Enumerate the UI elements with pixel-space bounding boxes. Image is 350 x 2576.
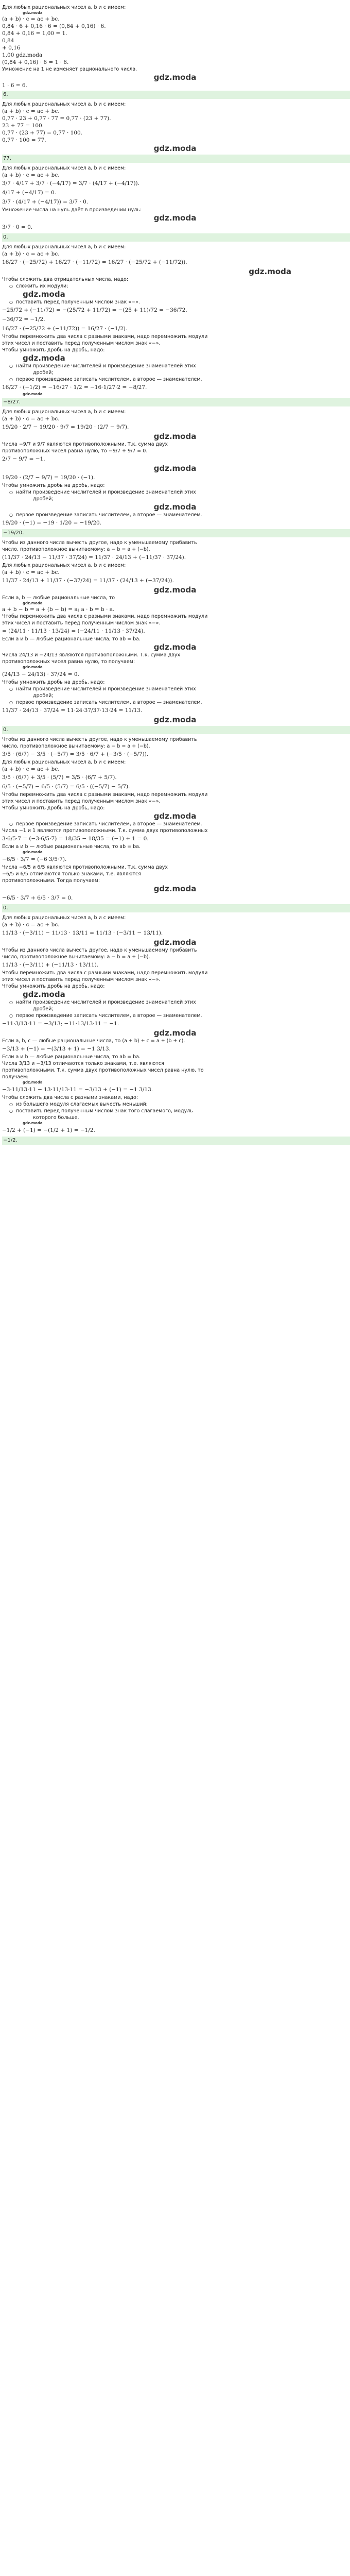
solution-section xyxy=(2,736,348,912)
text-line: Чтобы перемножить два числа с разными знаками, надо перемножить модули xyxy=(2,334,208,340)
solution-section xyxy=(2,4,348,99)
formula-line: 3/7 · (4/17 + (−4/17)) = 3/7 · 0. xyxy=(2,199,89,205)
formula-line: −25/72 + (−11/72) = −(25/72 + 11/72) = −(25 + 11)/72 = −36/72. xyxy=(2,307,187,313)
bullet-continuation: дробей; xyxy=(33,496,54,502)
formula-line: 3·6/5·7 = (−3·6/5·7) = 18/35 − 18/35 = (−1) + 1 = 0. xyxy=(2,836,149,842)
text-line: Для любых рациональных чисел a, b и c имеем: xyxy=(2,915,126,921)
watermark: gdz.moda xyxy=(153,642,197,652)
text-line: Числа −1 и 1 являются противоположными. Т.к. сумма двух противоположных xyxy=(2,828,208,834)
formula-line: 4/17 + (−4/17) = 0. xyxy=(2,190,57,196)
text-line: Если a и b — любые рациональные числа, то ab = ba. xyxy=(2,636,141,642)
text-line: противоположными. Т.к. сумма двух противоположных чисел равна нулю, то xyxy=(2,1067,204,1073)
text-line: Чтобы сложить два отрицательных числа, надо: xyxy=(2,277,129,282)
formula-line: (a + b) · c = ac + bc. xyxy=(2,16,60,22)
watermark: gdz.moda xyxy=(23,290,65,299)
bullet-item: ○ найти произведение числителей и произведение знаменателей этих xyxy=(2,686,348,692)
formula-line: 11/37 · 24/13 · 37/24 = 11·24·37/37·13·24 = 11/13. xyxy=(2,707,143,714)
text-line: Если a и b — любые рациональные числа, то ab = ba. xyxy=(2,844,141,850)
watermark: gdz.moda xyxy=(153,73,197,82)
formula-line: −3/13 + (−1) = −(3/13 + 1) = −1 3/13. xyxy=(2,1046,111,1052)
watermark: gdz.moda xyxy=(153,432,197,441)
formula-line: (11/37 · 24/13 − 11/37 · 37/24) = 11/37 · 24/13 + (−11/37 · 37/24). xyxy=(2,554,186,561)
text-line: число, противоположное вычитаемому: a − b = a + (−b). xyxy=(2,743,150,749)
text-line: Чтобы перемножить два числа с разными знаками, надо перемножить модули xyxy=(2,970,208,976)
watermark: gdz.moda xyxy=(153,144,197,153)
formula-line: (0,84 + 0,16) · 6 = 1 · 6. xyxy=(2,59,69,65)
watermark: gdz.moda xyxy=(23,353,65,363)
text-line: этих чисел и поставить перед полученным числом знак «−». xyxy=(2,620,161,626)
watermark: gdz.moda xyxy=(249,267,291,276)
watermark: gdz.moda xyxy=(153,1028,197,1038)
answer-bar: 77. xyxy=(2,155,350,163)
text-line: получаем: xyxy=(2,1074,29,1080)
text-line: Чтобы умножить дробь на дробь, надо: xyxy=(2,984,105,989)
text-line: Если a и b — любые рациональные числа, то ab = ba. xyxy=(2,1054,141,1060)
solution-page xyxy=(0,0,350,1151)
bullet-item: ○ первое произведение записать числителем, а второе — знаменателем. xyxy=(2,376,348,383)
bullet-continuation: дробей; xyxy=(33,1006,54,1012)
text-line: Числа 3/13 и −3/13 отличаются только знаками, т.е. являются xyxy=(2,1061,164,1066)
solution-section xyxy=(2,165,348,242)
formula-line: (a + b) · c = ac + bc. xyxy=(2,766,60,772)
watermark: gdz.moda xyxy=(23,665,43,669)
formula-line: 0,84 xyxy=(2,38,14,44)
watermark: gdz.moda xyxy=(23,990,65,999)
formula-line: 1,00 gdz.moda xyxy=(2,52,43,58)
formula-line: 0,84 · 6 + 0,16 · 6 = (0,84 + 0,16) · 6. xyxy=(2,23,106,29)
watermark: gdz.moda xyxy=(23,1080,43,1084)
text-line: Чтобы из данного числа вычесть другое, надо к уменьшаемому прибавить xyxy=(2,540,197,546)
text-line: Для любых рациональных чисел a, b и c имеем: xyxy=(2,244,126,250)
text-line: этих чисел и поставить перед полученным числом знак «−». xyxy=(2,341,161,346)
bullet-continuation: дробей; xyxy=(33,370,54,376)
formula-line: 0,77 · 23 + 0,77 · 77 = 0,77 · (23 + 77). xyxy=(2,115,111,122)
formula-line: 11/37 · 24/13 + 11/37 · (−37/24) = 11/37 · (24/13 + (−37/24)). xyxy=(2,578,174,584)
watermark: gdz.moda xyxy=(153,938,197,947)
formula-line: (a + b) · c = ac + bc. xyxy=(2,251,60,257)
formula-line: (a + b) · c = ac + bc. xyxy=(2,416,60,422)
watermark: gdz.moda xyxy=(153,884,197,893)
formula-line: 3/7 · 0 = 0. xyxy=(2,224,33,230)
text-line: Чтобы перемножить два числа с разными знаками, надо перемножить модули xyxy=(2,792,208,798)
text-line: Умножение числа на нуль даёт в произведении нуль: xyxy=(2,207,142,213)
formula-line: (a + b) · c = ac + bc. xyxy=(2,569,60,575)
text-line: Для любых рациональных чисел a, b и c имеем: xyxy=(2,759,126,765)
bullet-item: ○ из большего модуля слагаемых вычесть меньший; xyxy=(2,1101,348,1108)
watermark: gdz.moda xyxy=(23,392,43,396)
text-line: Для любых рациональных чисел a, b и c имеем: xyxy=(2,5,126,10)
formula-line: 2/7 − 9/7 = −1. xyxy=(2,456,45,462)
text-line: Чтобы умножить дробь на дробь, надо: xyxy=(2,347,105,353)
watermark: gdz.moda xyxy=(23,850,43,854)
formula-line: 3/7 · 4/17 + 3/7 · (−4/17) = 3/7 · (4/17 + (−4/17)). xyxy=(2,180,139,187)
text-line: Для любых рациональных чисел a, b и c имеем: xyxy=(2,101,126,107)
formula-line: 6/5 · (−5/7) − 6/5 · (5/7) = 6/5 · ((−5/7) − 5/7). xyxy=(2,784,130,790)
text-line: число, противоположное вычитаемому: a − b = a + (−b). xyxy=(2,954,150,960)
text-line: Для любых рациональных чисел a, b и c имеем: xyxy=(2,409,126,415)
formula-line: 19/20 · (−1) = −19 · 1/20 = −19/20. xyxy=(2,520,102,526)
formula-line: 0,84 + 0,16 = 1,00 = 1. xyxy=(2,30,67,37)
watermark: gdz.moda xyxy=(153,213,197,223)
text-line: Чтобы умножить дробь на дробь, надо: xyxy=(2,680,105,685)
text-line: Чтобы из данного числа вычесть другое, надо к уменьшаемому прибавить xyxy=(2,737,197,742)
text-line: противоположных чисел равна нулю, то получаем: xyxy=(2,659,135,665)
bullet-item: ○ поставить перед полученным числом знак «−». xyxy=(2,299,348,306)
formula-line: 16/27 · (−1/2) = −16/27 · 1/2 = −16·1/27·2 = −8/27. xyxy=(2,384,147,391)
bullet-item: ○ первое произведение записать числителем, а второе — знаменателем. xyxy=(2,512,348,518)
text-line: число, противоположное вычитаемому: a − b = a + (−b). xyxy=(2,547,150,552)
bullet-continuation: которого больше. xyxy=(33,1115,79,1121)
text-line: этих чисел и поставить перед полученным числом знак «−». xyxy=(2,799,161,804)
text-line: Если a, b — любые рациональные числа, то xyxy=(2,595,115,601)
formula-line: 11/13 · (−3/11) − 11/13 · 13/11 = 11/13 · (−3/11 − 13/11). xyxy=(2,930,163,936)
bullet-item: ○ найти произведение числителей и произведение знаменателей этих xyxy=(2,489,348,496)
bullet-item: ○ первое произведение записать числителем, а второе — знаменателем. xyxy=(2,699,348,706)
formula-line: + 0,16 xyxy=(2,45,21,51)
text-line: Числа −6/5 и 6/5 являются противоположными. Т.к. сумма двух xyxy=(2,865,168,870)
watermark: gdz.moda xyxy=(23,11,43,15)
formula-line: −1/2 + (−1) = −(1/2 + 1) = −1/2. xyxy=(2,1127,95,1133)
text-line: Умножение на 1 не изменяет рационального числа. xyxy=(2,66,137,72)
answer-bar: 6. xyxy=(2,91,350,99)
watermark: gdz.moda xyxy=(153,811,197,821)
watermark: gdz.moda xyxy=(153,502,197,512)
watermark: gdz.moda xyxy=(153,585,197,595)
text-line: Числа −9/7 и 9/7 являются противоположными. Т.к. сумма двух xyxy=(2,442,168,447)
bullet-item: ○ первое произведение записать числителем, а второе — знаменателем. xyxy=(2,1012,348,1019)
answer-bar: 0. xyxy=(2,233,350,242)
formula-line: 1 · 6 = 6. xyxy=(2,82,27,89)
answer-bar: −1/2. xyxy=(2,1137,350,1145)
text-line: Чтобы умножить дробь на дробь, надо: xyxy=(2,805,105,811)
formula-line: 3/5 · (6/7) − 3/5 · (−5/7) = 3/5 · 6/7 + (−3/5 · (−5/7)). xyxy=(2,751,149,757)
text-line: Чтобы умножить дробь на дробь, надо: xyxy=(2,483,105,488)
watermark: gdz.moda xyxy=(23,601,43,605)
bullet-item: ○ найти произведение числителей и произведение знаменателей этих xyxy=(2,999,348,1006)
formula-line: 16/27 · (−25/72) + 16/27 · (−11/72) = 16/27 · (−25/72 + (−11/72)). xyxy=(2,259,187,265)
formula-line: 0,77 · 100 = 77. xyxy=(2,137,46,143)
formula-line: 23 + 77 = 100. xyxy=(2,123,44,129)
formula-line: −6/5 · 3/7 = (−6·3/5·7). xyxy=(2,856,67,862)
formula-line: = (24/11 · 11/13 · 13/24) = (−24/11 · 11/13 · 37/24). xyxy=(2,628,145,634)
formula-line: 19/20 · (2/7 − 9/7) = 19/20 · (−1). xyxy=(2,474,95,481)
formula-line: 11/13 · (−3/11) + (−11/13 · 13/11). xyxy=(2,962,99,968)
formula-line: −6/5 · 3/7 + 6/5 · 3/7 = 0. xyxy=(2,895,73,901)
watermark: gdz.moda xyxy=(153,464,197,473)
formula-line: −36/72 = −1/2. xyxy=(2,316,45,323)
formula-line: 0,77 · (23 + 77) = 0,77 · 100. xyxy=(2,130,83,136)
solution-section xyxy=(2,539,348,734)
text-line: противоположными. Тогда получаем: xyxy=(2,878,100,884)
bullet-item: ○ сложить их модули; xyxy=(2,283,348,290)
bullet-continuation: дробей; xyxy=(33,693,54,699)
text-line: Чтобы из данного числа вычесть другое, надо к уменьшаемому прибавить xyxy=(2,947,197,953)
solution-section xyxy=(2,101,348,163)
answer-bar: 0. xyxy=(2,904,350,912)
answer-bar: −8/27. xyxy=(2,398,350,406)
answer-bar: −19/20. xyxy=(2,529,350,537)
text-line: Чтобы сложить два числа с разными знаками, надо: xyxy=(2,1095,138,1100)
answer-bar: 0. xyxy=(2,726,350,734)
text-line: Чтобы перемножить два числа с разными знаками, надо перемножить модули xyxy=(2,614,208,619)
text-line: Числа 24/13 и −24/13 являются противоположными. Т.к. сумма двух xyxy=(2,652,181,658)
formula-line: (a + b) · c = ac + bc. xyxy=(2,172,60,178)
formula-line: 3/5 · (6/7) + 3/5 · (5/7) = 3/5 · (6/7 + 5/7). xyxy=(2,774,117,781)
formula-line: (a + b) · c = ac + bc. xyxy=(2,108,60,114)
formula-line: 16/27 · (−25/72 + (−11/72)) = 16/27 · (−1/2). xyxy=(2,326,128,332)
solution-section xyxy=(2,914,348,1145)
solution-section xyxy=(2,244,348,406)
bullet-item: ○ первое произведение записать числителем, а второе — знаменателем. xyxy=(2,821,348,827)
formula-line: (24/13 − 24/13) · 37/24 = 0. xyxy=(2,671,79,677)
formula-line: a + b − b = a + (b − b) = a; a · b = b · a. xyxy=(2,606,115,613)
text-line: Если a, b, c — любые рациональные числа, то (a + b) + c = a + (b + c). xyxy=(2,1038,185,1044)
watermark: gdz.moda xyxy=(23,1121,43,1125)
bullet-item: ○ найти произведение числителей и произведение знаменателей этих xyxy=(2,363,348,369)
formula-line: (a + b) · c = ac + bc. xyxy=(2,922,60,928)
formula-line: −11·3/13·11 = −3/13; −11·13/13·11 = −1. xyxy=(2,1021,119,1027)
watermark: gdz.moda xyxy=(153,715,197,724)
text-line: этих чисел и поставить перед полученным числом знак «−». xyxy=(2,977,161,982)
bullet-item: ○ поставить перед полученным числом знак того слагаемого, модуль xyxy=(2,1108,348,1114)
solution-section xyxy=(2,409,348,537)
text-line: Для любых рациональных чисел a, b и c имеем: xyxy=(2,563,126,568)
text-line: противоположных чисел равна нулю, то −9/7 + 9/7 = 0. xyxy=(2,448,148,454)
text-line: −6/5 и 6/5 отличаются только знаками, т.е. являются xyxy=(2,871,141,877)
text-line: Для любых рациональных чисел a, b и c имеем: xyxy=(2,165,126,171)
formula-line: −3·11/13·11 − 13·11/13·11 = −3/13 + (−1) = −1 3/13. xyxy=(2,1087,153,1093)
formula-line: 19/20 · 2/7 − 19/20 · 9/7 = 19/20 · (2/7 − 9/7). xyxy=(2,424,129,430)
